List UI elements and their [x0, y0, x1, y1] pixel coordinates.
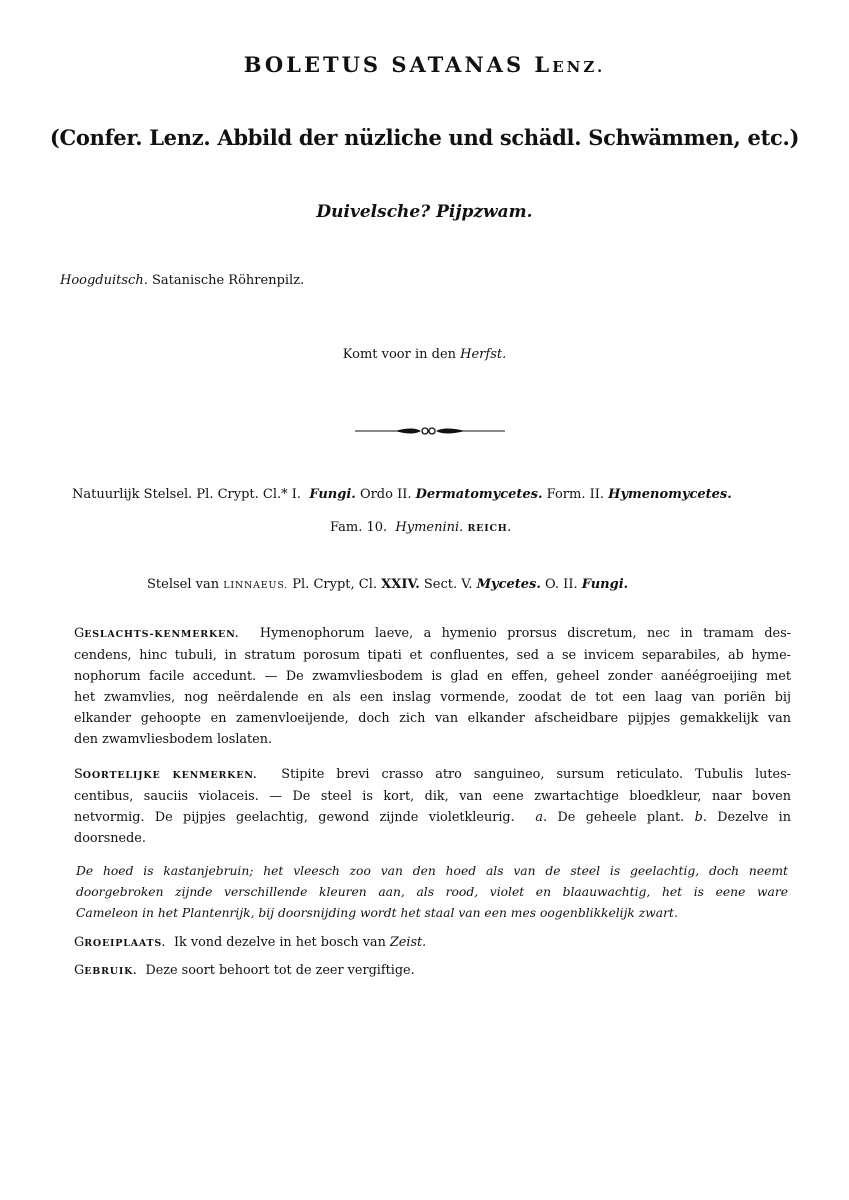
text-line: nophorum facile accedunt. — De zwamvliesbodem is glad en effen, geheel zonder aanéégroeijing met — [74, 669, 791, 684]
family-author: REICH. — [467, 523, 512, 534]
page-title — [0, 52, 849, 77]
linnaeus-text-4: O. II. — [540, 577, 582, 592]
natural-system-dermatomycetes: Dermatomycetes. — [415, 487, 543, 502]
text-line: centibus, sauciis violaceis. — De steel is kort, dik, van eene zwartachtige bloedkleur, naar boven — [74, 789, 791, 804]
habitat-paragraph — [74, 932, 791, 954]
species-characteristics-paragraph — [74, 764, 791, 849]
figure-label-a: a. — [535, 810, 548, 825]
natural-system-class: * I. — [281, 487, 302, 502]
figure-caption-b: Dezelve in — [706, 810, 792, 825]
text-line-content: Stipite brevi crasso atro sanguineo, sursum reticulato. Tubulis lutes- — [281, 767, 792, 782]
natural-system-ordo: Ordo II. — [359, 487, 412, 502]
text-line — [74, 764, 791, 786]
title-author-initial: L — [534, 52, 553, 77]
title-author-rest: ENZ. — [552, 58, 606, 76]
section-label: ROEIPLAATS. — [84, 938, 166, 949]
text-line — [74, 932, 791, 954]
figure-caption-a: De geheele plant. — [547, 810, 695, 825]
habitat-place: Zeist. — [389, 935, 427, 950]
section-label-initial: G — [74, 963, 85, 978]
family-hymenini: Hymenini. — [395, 520, 464, 535]
linnaeus-text-3: Sect. V. — [419, 577, 477, 592]
season-line — [0, 347, 849, 362]
german-name-text: Satanische Röhrenpilz. — [152, 273, 305, 288]
section-label: OORTELIJKE KENMERKEN. — [82, 770, 258, 781]
linnaeus-text-2: Pl. Crypt, Cl. — [288, 577, 382, 592]
ornament-divider — [355, 424, 505, 438]
text-line: doorgebroken zijnde verschillende kleuren aan, als rood, violet en blaauwachtig, het is eene ware — [76, 885, 788, 899]
season-text: Komt voor in den — [342, 347, 461, 362]
genus-characteristics-paragraph — [74, 623, 791, 750]
linnaeus-text-1: Stelsel van — [147, 577, 224, 592]
section-label-initial: G — [74, 935, 85, 950]
linnaeus-mycetes: Mycetes. — [476, 577, 541, 592]
habitat-text: Ik vond dezelve in het bosch van — [173, 935, 390, 950]
text-line: Cameleon in het Plantenrijk, bij doorsnijding wordt het staal van een mes oogenblikkelijk zwart. — [76, 906, 678, 920]
usage-text: Deze soort behoort tot de zeer vergiftige. — [145, 963, 415, 978]
text-line-content: Hymenophorum laeve, a hymenio prorsus discretum, nec in tramam des- — [259, 626, 791, 641]
linnaeus-system-line — [147, 577, 628, 592]
text-line: De hoed is kastanjebruin; het vleesch zoo van den hoed als van de steel is geelachtig, doch neemt — [76, 864, 788, 878]
text-line — [74, 807, 791, 828]
text-line — [74, 623, 791, 645]
text-line: doorsnede. — [74, 831, 146, 846]
text-line — [74, 960, 791, 982]
text-line: elkander gehoopte en zamenvloeijende, doch zich van elkander afscheidbare pijpjes gemakkelijk van — [74, 711, 791, 726]
section-label-initial: G — [74, 626, 85, 641]
german-name-line — [60, 273, 304, 288]
title-genus-species: BOLETUS SATANAS — [243, 52, 535, 77]
confer-reference: (Confer. Lenz. Abbild der nüzliche und schädl. Schwämmen, etc.) — [49, 125, 800, 150]
text-line: het zwamvlies, nog neërdalende en als een inslag vormende, zoodat de tot een laag van poriën bij — [74, 690, 791, 705]
natural-system-line — [72, 487, 732, 502]
dutch-common-name: Duivelsche? Pijpzwam. — [316, 202, 533, 222]
cap-description-paragraph — [76, 861, 788, 924]
text-line-content: netvormig. De pijpjes geelachtig, gewond zijnde violetkleurig. — [74, 810, 515, 825]
natural-system-fungi: Fungi. — [309, 487, 356, 502]
text-line: den zwamvliesbodem loslaten. — [74, 732, 273, 747]
linnaeus-name: LINNAEUS. — [223, 580, 289, 591]
natural-system-text: Natuurlijk Stelsel. Pl. Crypt. Cl. — [72, 487, 282, 502]
figure-label-b: b. — [694, 810, 707, 825]
section-label-initial: S — [74, 767, 83, 782]
linnaeus-fungi: Fungi. — [581, 577, 629, 592]
german-name-label: Hoogduitsch. — [60, 273, 148, 288]
family-line — [330, 520, 512, 535]
section-label: ESLACHTS-KENMERKEN. — [84, 629, 240, 640]
text-line: cendens, hinc tubuli, in stratum porosum tipati et confluentes, sed a se invicem separabiles, ab hyme- — [74, 648, 791, 663]
natural-system-hymenomycetes: Hymenomycetes. — [608, 487, 732, 502]
natural-system-form: Form. II. — [546, 487, 605, 502]
season-name: Herfst. — [460, 347, 507, 362]
usage-paragraph — [74, 960, 791, 982]
section-label: EBRUIK. — [84, 966, 138, 977]
linnaeus-class: XXIV. — [381, 577, 420, 592]
family-number: Fam. 10. — [330, 520, 388, 535]
